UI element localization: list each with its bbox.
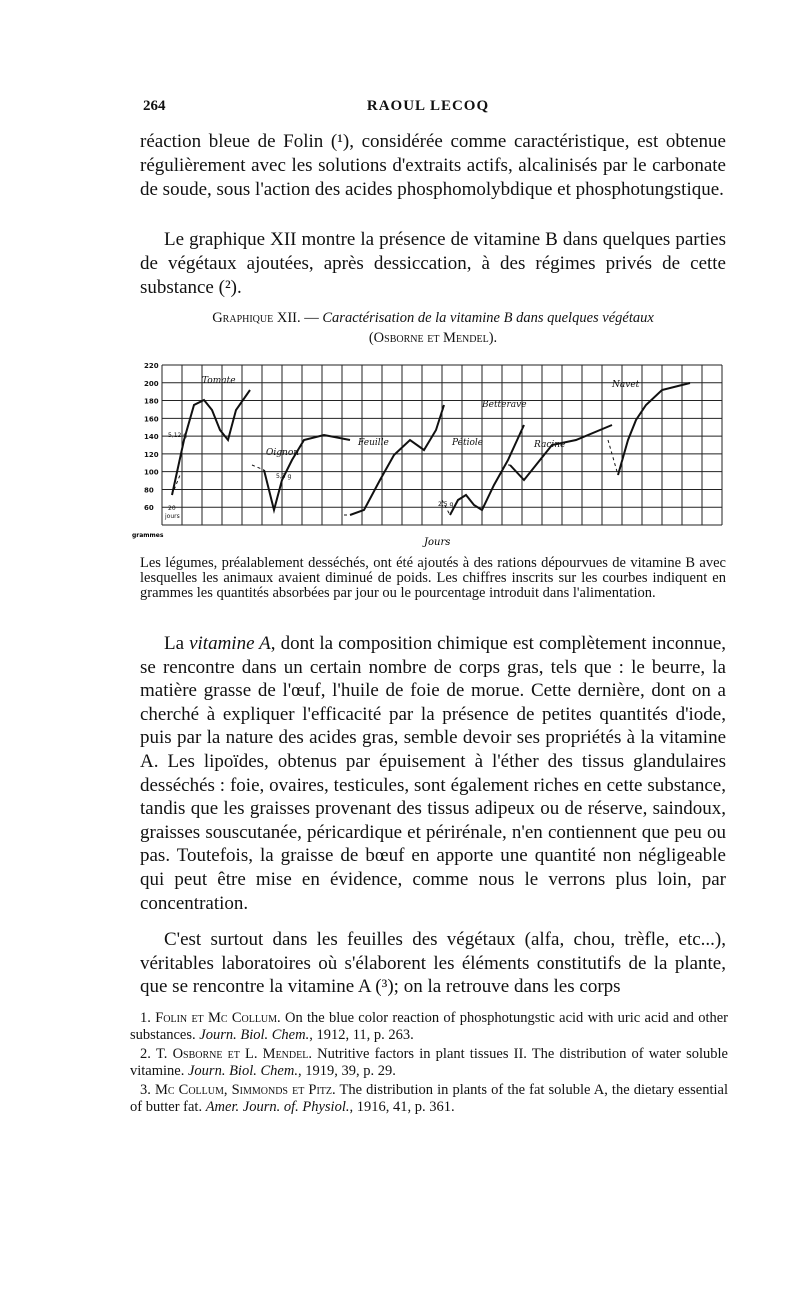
footnotes bbox=[130, 1010, 728, 1118]
label-navet: Navet bbox=[612, 380, 640, 390]
running-head: RAOUL LECOQ bbox=[366, 98, 490, 114]
footnote-text: The distribution in plants of the fat soluble A, the dietary essential of butter fat. bbox=[130, 1082, 729, 1115]
y-tick-label: 120 bbox=[144, 450, 159, 459]
small-label-jours: jours bbox=[165, 513, 180, 520]
footnote-journal: Amer. Journ. of. Physiol. bbox=[205, 1099, 350, 1115]
footnote-number: 1. bbox=[140, 1010, 151, 1026]
footnote-authors: Mc Collum, Simmonds et Pitz. bbox=[154, 1082, 336, 1098]
y-tick-label: 100 bbox=[144, 468, 159, 477]
small-label-53: 5,3 g bbox=[276, 473, 292, 480]
figure-note: Les légumes, préalablement desséchés, ont été ajoutés à des rations dépourvues de vitamine B avec lesquelles les animaux avaient diminué de poids. Les chiffres inscrits sur les courbes indiquent en grammes les quantités absorbées par jour ou le pourcentage introduit dans l'alimentation. bbox=[140, 555, 726, 601]
y-tick-label: 160 bbox=[144, 415, 159, 424]
footnote-journal: Journ. Biol. Chem. bbox=[199, 1027, 310, 1043]
footnote-ref: , 1916, 41, p. 361. bbox=[349, 1099, 455, 1115]
label-betterave: Betterave bbox=[482, 400, 527, 410]
paragraph-3-prefix: La bbox=[164, 633, 190, 654]
curve-feuille bbox=[350, 405, 444, 515]
footnote-number: 2. bbox=[140, 1046, 151, 1062]
label-oignon: Oignon bbox=[266, 448, 300, 458]
y-tick-label: 80 bbox=[144, 486, 154, 495]
page-number: 264 bbox=[143, 98, 166, 114]
paragraph-1: réaction bleue de Folin (¹), considérée comme caractéristique, est obtenue régulièrement avec les solutions d'extraits actifs, alcalinisés par le carbonate de soude, sous l'action des acides phosphomolybdique et phosphotungstique. bbox=[140, 131, 726, 200]
y-tick-label: 180 bbox=[144, 397, 159, 406]
footnote-number: 3. bbox=[140, 1082, 151, 1098]
footnote-journal: Journ. Biol. Chem. bbox=[188, 1063, 298, 1079]
footnote-authors: T. Osborne et L. Mendel. bbox=[156, 1046, 312, 1062]
footnote-ref: , 1919, 39, p. 29. bbox=[297, 1063, 396, 1079]
y-tick-label: 200 bbox=[144, 379, 159, 388]
y-tick-label: 60 bbox=[144, 504, 154, 513]
paragraph-3-rest: , dont la composition chimique est complètement inconnue, se rencontre dans un certain nombre de corps gras, tels que : le beurre, la matière grasse de l'œuf, l'huile de foie de morue. Cette dernière, dont on a cherché à expliquer l'efficacité par la présence de petites quantités d'iode, puis par la nature des acides gras, semble devoir ses propriétés à la vitamine A. Les lipoïdes, obtenus par épuisement à l'éther des tissus glandulaires desséchés : foie, ovaires, testicules, sont également riches en cette substance, tandis que les graisses provenant des tissus adipeux ou de réserve, saindoux, graisses souscutanée, péricardique et périrénale, n'en contiennent que peu ou pas. Toutefois, la graisse de bœuf en apporte une quantité non négligeable qui peut être mise en évidence, comme nous le verrons plus loin, par concentration. bbox=[140, 633, 727, 914]
footnote-1 bbox=[130, 1010, 728, 1044]
figure-source: (Osborne et Mendel). bbox=[368, 330, 498, 346]
page-header bbox=[143, 98, 713, 122]
label-racine: Racine bbox=[534, 440, 566, 450]
growth-chart bbox=[132, 355, 732, 555]
label-feuille: Feuille bbox=[358, 438, 389, 448]
paragraph-4: C'est surtout dans les feuilles des végétaux (alfa, chou, trèfle, etc...), véritables laboratoires où s'élaborent les éléments constitutifs de la plante, que se rencontre la vitamine A (³); on la retrouve dans les corps bbox=[140, 929, 726, 998]
figure-caption bbox=[140, 308, 726, 348]
curve-tomate bbox=[172, 390, 250, 495]
figure-title: Caractérisation de la vitamine B dans quelques végétaux bbox=[322, 310, 654, 326]
small-label-25: 2,5 g bbox=[438, 501, 454, 508]
footnote-text: On the blue color reaction of phosphotungstic acid with uric acid and other substances. bbox=[130, 1010, 729, 1043]
y-tick-label: 140 bbox=[144, 433, 159, 442]
footnote-authors: Folin et Mc Collum. bbox=[155, 1010, 281, 1026]
small-label-512: 5,12 g bbox=[168, 432, 188, 439]
figure-label: Graphique XII. — bbox=[212, 310, 319, 326]
x-axis-label: Jours bbox=[424, 537, 451, 548]
growth-chart-figure bbox=[132, 355, 732, 555]
small-label-20: 20 bbox=[168, 505, 176, 512]
footnote-text: Nutritive factors in plant tissues II. The distribution of water soluble vitamine. bbox=[130, 1046, 728, 1079]
curve-navet bbox=[618, 383, 690, 475]
label-tomate: Tomate bbox=[202, 376, 236, 386]
y-unit-label: grammes bbox=[132, 532, 164, 539]
y-tick-label: 220 bbox=[144, 362, 159, 370]
paragraph-3 bbox=[140, 632, 726, 915]
label-petiole: Pétiole bbox=[452, 438, 484, 448]
paragraph-3-italic: vitamine A bbox=[189, 633, 271, 654]
paragraph-2: Le graphique XII montre la présence de vitamine B dans quelques parties de végétaux ajoutées, après dessiccation, à des régimes privés de cette substance (²). bbox=[140, 229, 726, 298]
footnote-ref: , 1912, 11, p. 263. bbox=[309, 1027, 414, 1043]
footnote-3 bbox=[130, 1082, 728, 1116]
footnote-2 bbox=[130, 1046, 728, 1080]
